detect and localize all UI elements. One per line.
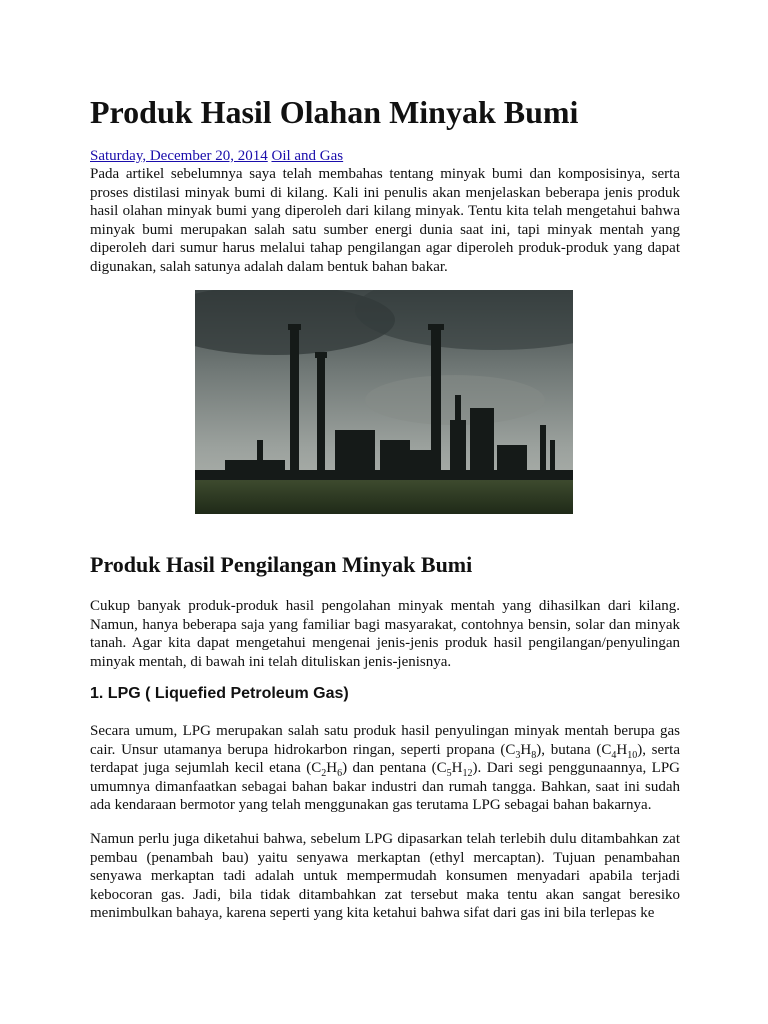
refinery-photo: [195, 290, 573, 514]
lpg-paragraph-1: [90, 722, 680, 815]
subscript: 5: [446, 768, 452, 779]
lpg-text-segment: Secara umum, LPG merupakan salah satu produk hasil penyulingan minyak mentah berupa gas cair. Unsur utamanya berupa hidrokarbon ringan, seperti propana (C: [90, 723, 680, 758]
post-meta: [90, 147, 343, 165]
lpg-text-segment: ), butana (C: [536, 741, 612, 758]
lpg-heading: 1. LPG ( Liquefied Petroleum Gas): [90, 685, 349, 702]
pengilangan-paragraph: Cukup banyak produk-produk hasil pengolahan minyak mentah yang dihasilkan dari kilang. Namun, hanya beberapa saja yang familiar bagi masyarakat, contohnya bensin, solar dan minyak tanah. Agar kita dapat mengetahui mengenai jenis-jenis produk hasil pengilangan/penyulingan minyak mentah, di bawah ini telah dituliskan jenis-jenisnya.: [90, 598, 680, 670]
lpg-paragraph-2: Namun perlu juga diketahui bahwa, sebelum LPG dipasarkan telah terlebih dulu ditambahkan zat pembau (penambah bau) yaitu senyawa merkaptan (ethyl mercaptan). Tujuan penambahan senyawa merkaptan tadi adalah untuk mempermudah konsumen menyadari apabila terjadi kebocoran gas. Jadi, bila tidak ditambahkan zat tersebut maka tentu akan sangat beresiko menimbulkan bahaya, karena seperti yang kita ketahui bahwa sifat dari gas ini bila terlepas ke: [90, 831, 680, 921]
lpg-text-segment: ). Dari segi penggunaannya, LPG umumnya dimanfaatkan sebagai bahan bakar industri dan rumah tangga. Bahkan, saat ini sudah ada kendaraan bermotor yang telah menggunakan gas terutama LPG sebagai bahan bakarnya.: [90, 760, 681, 813]
lpg-text-segment: H: [326, 760, 338, 776]
subscript: 6: [337, 768, 343, 779]
lpg-text-segment: ) dan pentana (C: [342, 760, 447, 776]
lpg-text-segment: H: [616, 741, 628, 758]
section-heading-pengilangan: Produk Hasil Pengilangan Minyak Bumi: [90, 552, 473, 577]
lpg-text-segment: H: [520, 741, 532, 758]
post-date-link[interactable]: Saturday, December 20, 2014: [90, 148, 268, 164]
subscript: 10: [627, 749, 638, 761]
category-link[interactable]: Oil and Gas: [271, 148, 344, 164]
lpg-text-segment: H: [451, 760, 463, 776]
subscript: 3: [515, 749, 521, 761]
lpg-text-segment: ), serta terdapat juga sejumlah kecil etana (C: [90, 741, 680, 776]
subscript: 12: [462, 768, 473, 779]
subscript: 8: [531, 749, 537, 761]
article-title: Produk Hasil Olahan Minyak Bumi: [90, 94, 579, 130]
subscript: 2: [321, 768, 327, 779]
intro-paragraph: Pada artikel sebelumnya saya telah membahas tentang minyak bumi dan komposisinya, serta proses distilasi minyak bumi di kilang. Kali ini penulis akan menjelaskan beberapa jenis produk hasil olahan minyak bumi yang diperoleh dari kilang minyak. Tentu kita telah mengetahui bahwa minyak bumi merupakan salah satu sumber energi dunia saat ini, tapi minyak mentah yang diperoleh dari sumur harus melalui tahap pengilangan agar diperoleh produk-produk yang dapat digunakan, salah satunya adalah dalam bentuk bahan bakar.: [90, 166, 680, 275]
subscript: 4: [611, 749, 617, 761]
